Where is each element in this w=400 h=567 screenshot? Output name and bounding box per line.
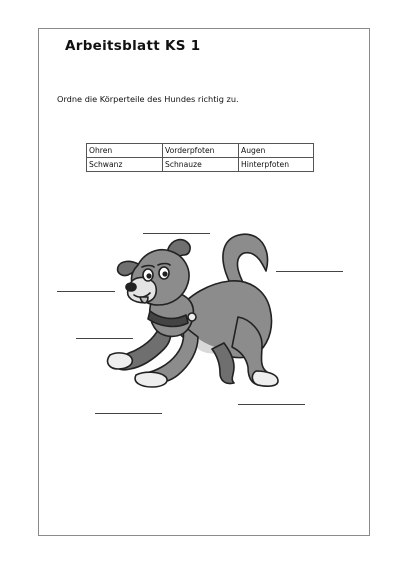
dog-collar-tag <box>188 313 196 321</box>
word-bank-table <box>86 143 314 172</box>
worksheet-instruction: Ordne die Körperteile des Hundes richtig zu. <box>57 94 239 104</box>
dog-nose <box>126 283 136 291</box>
table-cell: Augen <box>239 144 314 158</box>
table-row <box>87 144 314 158</box>
answer-blank-left-lower[interactable] <box>95 413 162 414</box>
dog-pupil-left <box>146 273 151 278</box>
dog-icon <box>100 225 280 393</box>
dog-front-paw <box>135 372 167 387</box>
table-row <box>87 158 314 172</box>
worksheet-title: Arbeitsblatt KS 1 <box>65 38 201 54</box>
dog-hind-paw <box>252 371 278 386</box>
answer-blank-tail[interactable] <box>276 271 343 272</box>
dog-pupil-right <box>162 271 167 276</box>
table-cell: Hinterpfoten <box>239 158 314 172</box>
table-cell: Vorderpfoten <box>163 144 239 158</box>
table-cell: Schwanz <box>87 158 163 172</box>
dog-front-paw-back <box>108 353 133 369</box>
table-cell: Ohren <box>87 144 163 158</box>
table-cell: Schnauze <box>163 158 239 172</box>
answer-blank-right-lower[interactable] <box>238 404 305 405</box>
